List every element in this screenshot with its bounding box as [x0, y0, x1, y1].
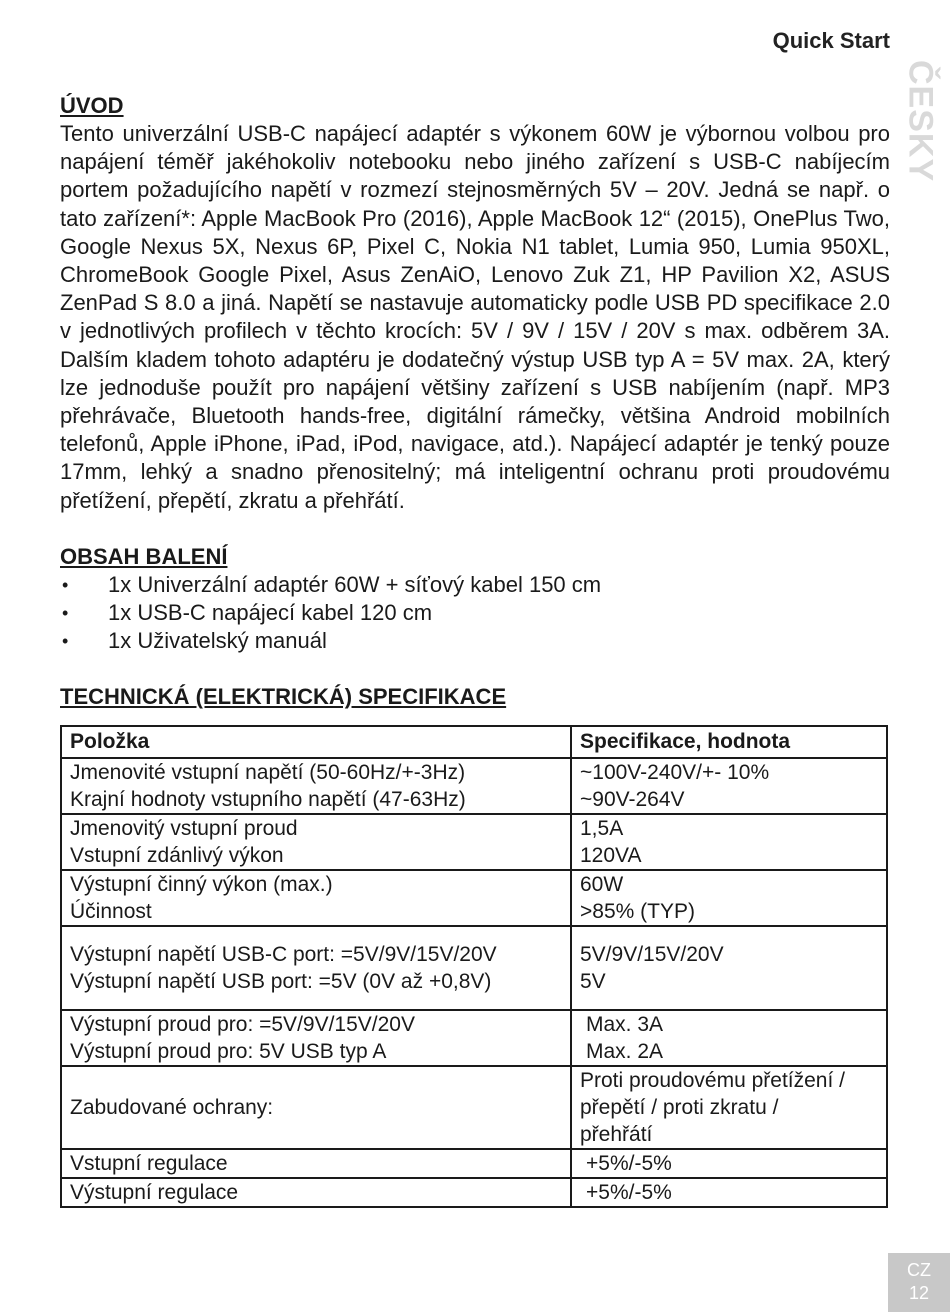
- table-cell-item: [61, 1010, 571, 1066]
- table-cell-value: [571, 1149, 887, 1178]
- cell-line: ~90V-264V: [580, 787, 685, 811]
- cell-line: Proti proudovému přetížení /: [580, 1068, 845, 1092]
- intro-paragraph: Tento univerzální USB-C napájecí adaptér s výkonem 60W je výbornou volbou pro napájení téměř jakéhokoliv notebooku nebo jiného zařízení s USB-C nabíjecím portem požadujícího napětí v rozmezí stejnosměrných 5V – 20V. Jedná se např. o tato zařízení*: Apple MacBook Pro (2016), Apple MacBook 12“ (2015), OnePlus Two, Google Nexus 5X, Nexus 6P, Pixel C, Nokia N1 tablet, Lumia 950, Lumia 950XL, ChromeBook Google Pixel, Asus ZenAiO, Lenovo Zuk Z1, HP Pavilion X2, ASUS ZenPad S 8.0 a jiná. Napětí se nastavuje automaticky podle USB PD specifikace 2.0 v jednotlivých profilech v těchto krocích: 5V / 9V / 15V / 20V s max. odběrem 3A. Dalším kladem tohoto adaptéru je dodatečný výstup USB typ A = 5V max. 2A, který lze jednoduše použít pro napájení většiny zařízení s USB nabíjením (např. MP3 přehrávače, Bluetooth hands-free, digitální rámečky, většina Android mobilních telefonů, Apple iPhone, iPad, iPod, navigace, atd.). Napájecí adaptér je tenký pouze 17mm, lehký a snadno přenositelný; má inteligentní ochranu proti proudovému přetížení, přepětí, zkratu a přehřátí.: [60, 121, 890, 513]
- table-row: [61, 926, 887, 1010]
- cell-line: 1,5A: [580, 816, 624, 840]
- cell-line: >85% (TYP): [580, 899, 695, 923]
- cell-line: Krajní hodnoty vstupního napětí (47-63Hz): [70, 787, 466, 811]
- spec-heading: TECHNICKÁ (ELEKTRICKÁ) SPECIFIKACE: [60, 683, 507, 709]
- table-cell-item: [61, 1066, 571, 1149]
- package-heading: OBSAH BALENÍ: [60, 543, 228, 569]
- page-number-badge: [888, 1253, 950, 1312]
- list-item-text: 1x Uživatelský manuál: [108, 627, 327, 653]
- bullet-icon: •: [62, 574, 69, 595]
- table-cell-item: [61, 1178, 571, 1207]
- cell-line: +5%/-5%: [586, 1151, 672, 1175]
- cell-line: Jmenovité vstupní napětí (50-60Hz/+-3Hz): [70, 760, 466, 784]
- cell-line: Výstupní regulace: [70, 1180, 239, 1204]
- cell-line: 5V: [580, 969, 606, 993]
- cell-line: Vstupní regulace: [70, 1151, 228, 1175]
- table-cell-value: [571, 1010, 887, 1066]
- cell-line: ~100V-240V/+- 10%: [580, 760, 770, 784]
- column-header-item: Položka: [61, 726, 571, 758]
- table-cell-item: [61, 870, 571, 926]
- cell-line: přehřátí: [580, 1122, 653, 1146]
- cell-line: Výstupní napětí USB-C port: =5V/9V/15V/20V: [70, 942, 497, 966]
- table-cell-item: [61, 926, 571, 1010]
- table-cell-item: [61, 814, 571, 870]
- table-row: [61, 870, 887, 926]
- table-cell-item: [61, 758, 571, 814]
- page-number: 12: [908, 1283, 930, 1303]
- cell-line: Účinnost: [70, 899, 152, 923]
- table-cell-value: [571, 814, 887, 870]
- cell-line: Výstupní napětí USB port: =5V (0V až +0,8V): [70, 969, 492, 993]
- cell-line: Výstupní proud pro: =5V/9V/15V/20V: [70, 1012, 415, 1036]
- cell-line: 5V/9V/15V/20V: [580, 942, 724, 966]
- table-header-row: [61, 726, 887, 758]
- list-item: [60, 599, 890, 627]
- cell-line: přepětí / proti zkratu /: [580, 1095, 779, 1119]
- package-list: [60, 571, 890, 655]
- cell-line: Max. 2A: [586, 1039, 664, 1063]
- bullet-icon: •: [62, 602, 69, 623]
- list-item-text: 1x Univerzální adaptér 60W + síťový kabel 150 cm: [108, 571, 602, 597]
- list-item: [60, 627, 890, 655]
- page-lang-code: CZ: [907, 1260, 931, 1280]
- spec-table: [60, 725, 888, 1208]
- header-title: Quick Start: [772, 28, 890, 53]
- list-item: [60, 571, 890, 599]
- table-row: [61, 1010, 887, 1066]
- cell-line: Výstupní proud pro: 5V USB typ A: [70, 1039, 387, 1063]
- table-row: [61, 814, 887, 870]
- table-row: [61, 758, 887, 814]
- table-cell-item: [61, 1149, 571, 1178]
- list-item-text: 1x USB-C napájecí kabel 120 cm: [108, 599, 433, 625]
- table-cell-value: [571, 870, 887, 926]
- cell-line: 120VA: [580, 843, 642, 867]
- cell-line: Výstupní činný výkon (max.): [70, 872, 333, 896]
- table-row: [61, 1149, 887, 1178]
- cell-line: Zabudované ochrany:: [70, 1095, 274, 1119]
- intro-heading: ÚVOD: [60, 93, 124, 118]
- cell-line: Vstupní zdánlivý výkon: [70, 843, 284, 867]
- table-cell-value: [571, 1178, 887, 1207]
- table-cell-value: [571, 1066, 887, 1149]
- bullet-icon: •: [62, 630, 69, 651]
- cell-line: Jmenovitý vstupní proud: [70, 816, 298, 840]
- table-cell-value: [571, 758, 887, 814]
- main-content: [60, 92, 890, 1208]
- side-language-label: ČESKY: [901, 60, 940, 183]
- side-language-tab: [900, 60, 940, 200]
- table-row: [61, 1178, 887, 1207]
- cell-line: Max. 3A: [586, 1012, 664, 1036]
- column-header-value: Specifikace, hodnota: [571, 726, 887, 758]
- cell-line: 60W: [580, 872, 624, 896]
- cell-line: +5%/-5%: [586, 1180, 672, 1204]
- table-row: [61, 1066, 887, 1149]
- table-cell-value: [571, 926, 887, 1010]
